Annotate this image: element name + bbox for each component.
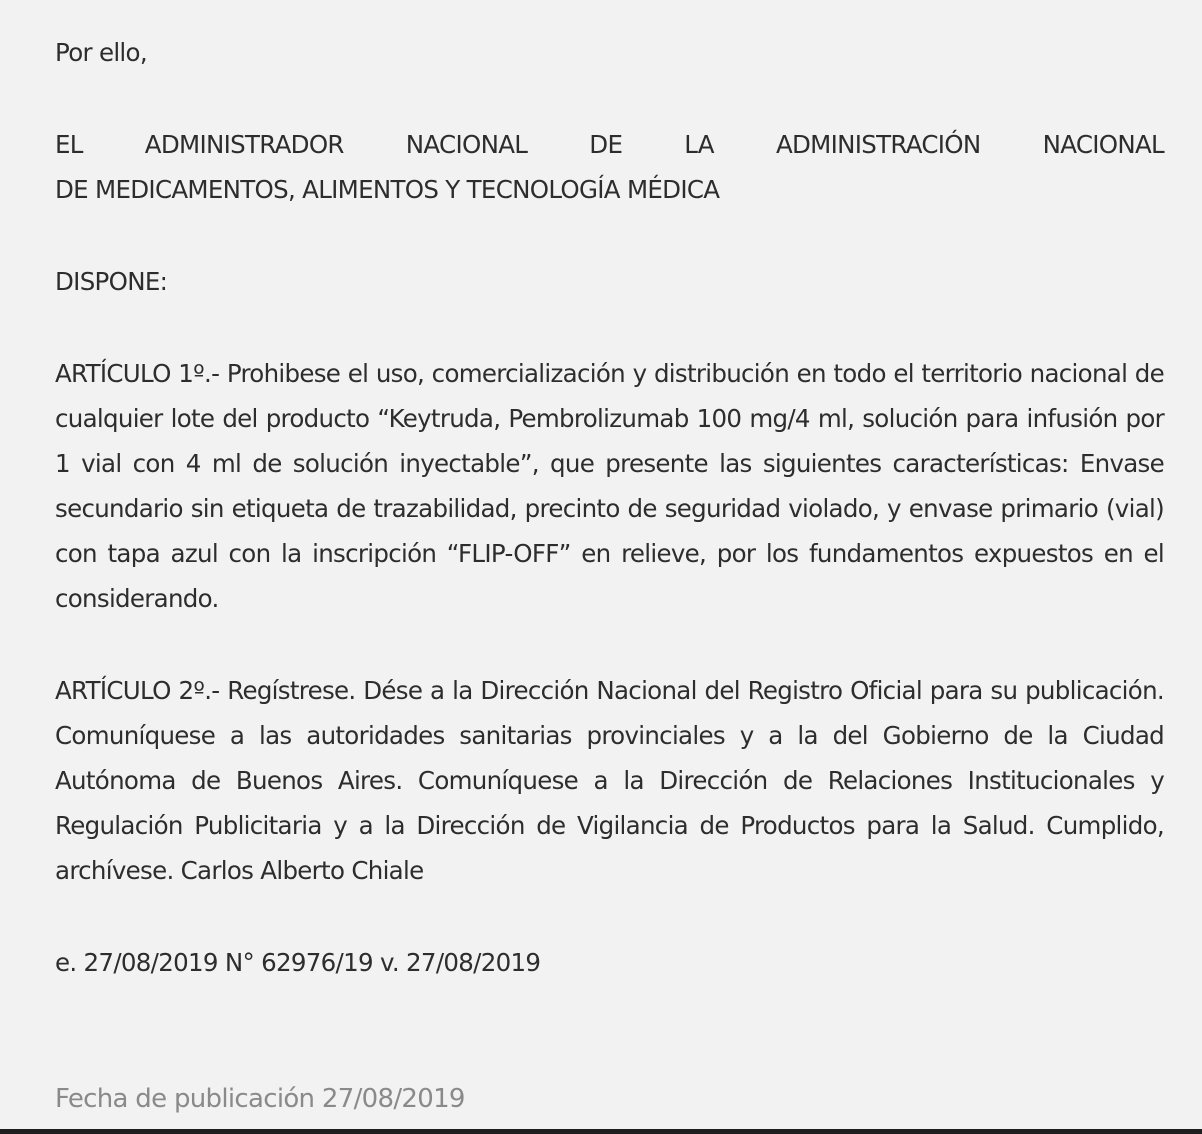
bottom-divider (0, 1129, 1202, 1134)
edition-line: e. 27/08/2019 N° 62976/19 v. 27/08/2019 (55, 948, 541, 977)
dispone-label: DISPONE: (55, 267, 168, 296)
publication-date: Fecha de publicación 27/08/2019 (55, 1084, 465, 1114)
authority-heading-line-1: EL ADMINISTRADOR NACIONAL DE LA ADMINISTRACIÓN NACIONAL (55, 130, 1164, 159)
authority-heading-line-2: DE MEDICAMENTOS, ALIMENTOS Y TECNOLOGÍA MÉDICA (55, 175, 720, 204)
article-2-paragraph: ARTÍCULO 2º.- Regístrese. Dése a la Dirección Nacional del Registro Oficial para su publicación. Comuníquese a las autoridades sanitarias provinciales y a la del Gobierno de la Ciudad Autónoma de Buenos Aires. Comuníquese a la Dirección de Relaciones Institucionales y Regulación Publicitaria y a la Dirección de Vigilancia de Productos para la Salud. Cumplido, archívese. Carlos Alberto Chiale (55, 676, 1164, 885)
article-1-paragraph: ARTÍCULO 1º.- Prohibese el uso, comercialización y distribución en todo el territorio nacional de cualquier lote del producto “Keytruda, Pembrolizumab 100 mg/4 ml, solución para infusión por 1 vial con 4 ml de solución inyectable”, que presente las siguientes características: Envase secundario sin etiqueta de trazabilidad, precinto de seguridad violado, y envase primario (vial) con tapa azul con la inscripción “FLIP-OFF” en relieve, por los fundamentos expuestos en el considerando. (55, 359, 1164, 613)
authority-heading (55, 122, 1164, 212)
document-body (55, 30, 1164, 1032)
intro-paragraph: Por ello, (55, 38, 147, 67)
